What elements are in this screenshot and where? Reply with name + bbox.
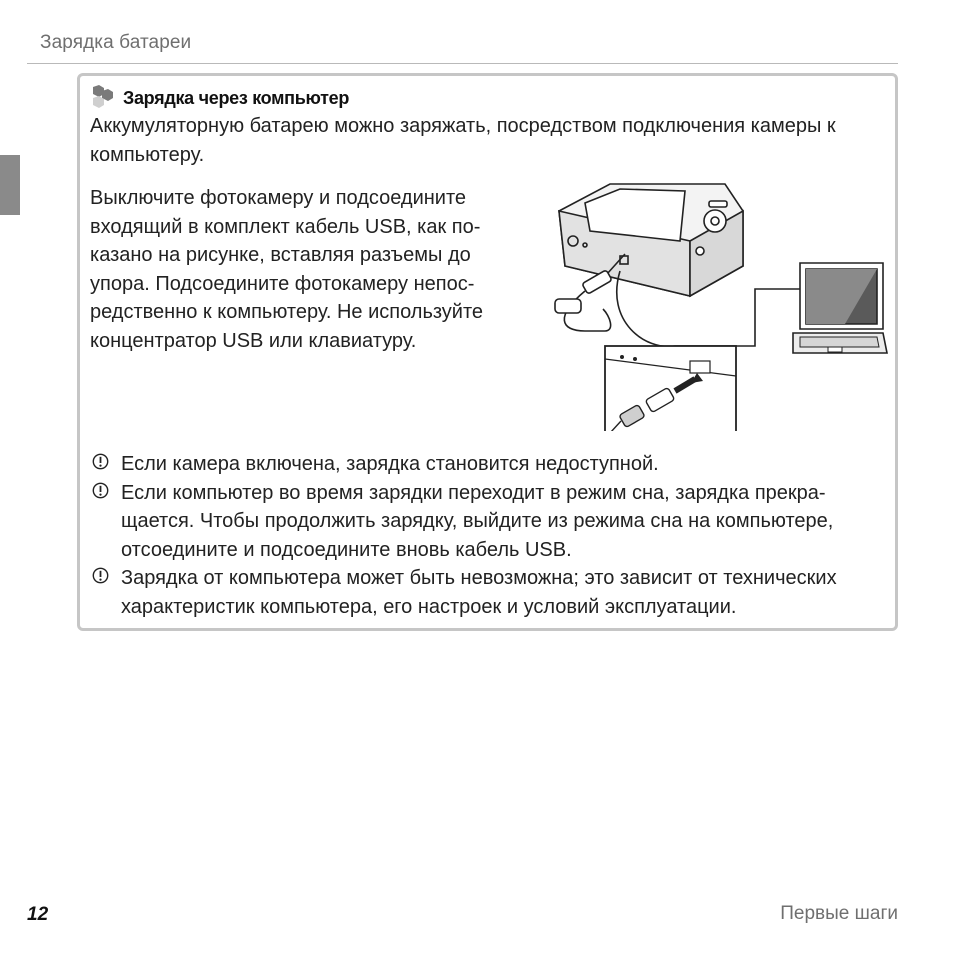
laptop-illustration — [793, 263, 887, 353]
caution-icon — [92, 482, 109, 499]
running-header-title: Зарядка батареи — [40, 32, 192, 53]
caution-item — [90, 479, 890, 565]
caution-text: Зарядка от компьютера может быть невозможна; это зависит от технических характеристик компьютера, его настроек и условий эксплуатации. — [121, 567, 837, 618]
caution-item — [90, 564, 890, 621]
port-closeup-illustration — [605, 346, 736, 431]
footer-section-name: Первые шаги — [780, 903, 898, 924]
caution-icon — [92, 567, 109, 584]
caution-item — [90, 450, 890, 479]
note-title: Зарядка через компьютер — [123, 87, 350, 108]
camera-illustration — [559, 184, 743, 296]
note-hexagon-icon — [89, 85, 117, 111]
caution-list — [90, 450, 890, 621]
instructions-paragraph: Выключите фотокамеру и подсоедините входящий в комплект кабель USB, как по-казано на рисунке, вставляя разъемы до упора. Подсоедините фотокамеру непос-редственно к компьютеру. Не используйте концентратор USB или клавиатуру. — [90, 187, 484, 352]
note-panel — [77, 73, 898, 631]
caution-text: Если компьютер во время зарядки переходит в режим сна, зарядка прекра-щается. Чтобы продолжить зарядку, выйдите из режима сна на компьютере, отсоедините и подсоедините вновь кабель USB. — [121, 481, 834, 561]
header-rule — [27, 63, 898, 64]
chapter-side-tab — [0, 155, 20, 215]
note-heading — [89, 85, 349, 111]
caution-icon — [92, 453, 109, 470]
caution-text: Если камера включена, зарядка становится недоступной. — [121, 453, 659, 475]
intro-paragraph: Аккумуляторную батарею можно заряжать, посредством подключения камеры к компьютеру. — [90, 115, 836, 166]
page-number: 12 — [27, 904, 49, 925]
usb-connection-illustration — [525, 181, 890, 431]
